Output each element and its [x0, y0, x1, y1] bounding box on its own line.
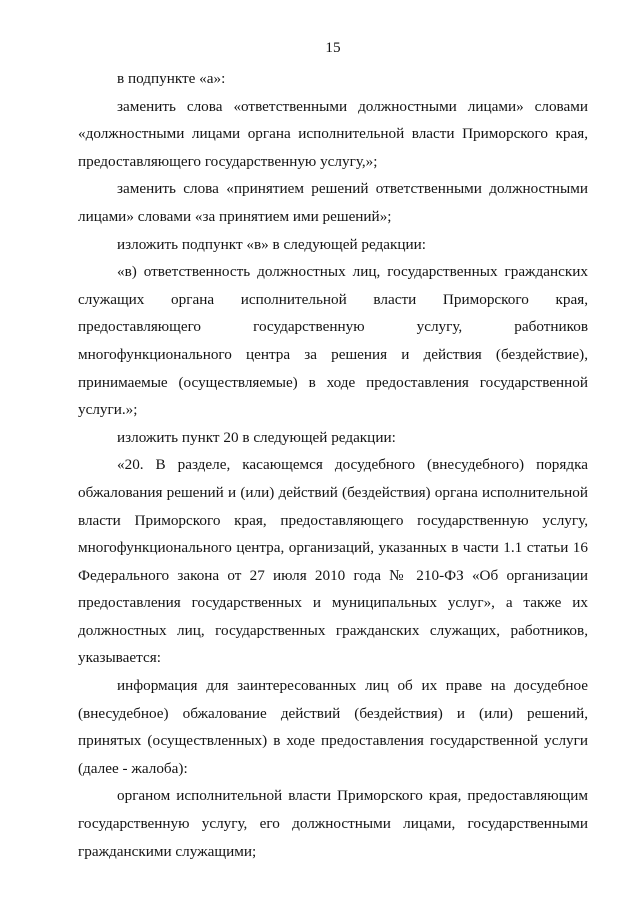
paragraph-subitem-v-text: «в) ответственность должностных лиц, государственных гражданских служащих органа исполнительной власти Приморского края, предоставляющего государственную услугу, работников многофункционального центра за решения и действия (бездействие), принимаемые (осуществляемые) в ходе предоставления государственной услуги.»;: [78, 263, 588, 419]
paragraph-restate-subitem-v: изложить подпункт «в» в следующей редакции:: [117, 235, 426, 253]
paragraph-restate-item-20: изложить пункт 20 в следующей редакции:: [117, 428, 396, 446]
paragraph-executive-authority: органом исполнительной власти Приморского края, предоставляющим государственную услугу, его должностными лицами, государственными гражданскими служащими;: [78, 787, 588, 860]
page-number: 15: [325, 39, 341, 56]
paragraph-item-20-text: «20. В разделе, касающемся досудебного (внесудебного) порядка обжалования решений и (или) действий (бездействия) органа исполнительной власти Приморского края, предоставляющего государственную услугу, многофункционального центра, организаций, указанных в части 1.1 статьи 16 Федерального закона от 27 июля 2010 года № 210-ФЗ «Об организации предоставления государственных и муниципальных услуг», а также их должностных лиц, государственных гражданских служащих, работников, указывается:: [78, 456, 588, 667]
paragraph-subitem-a: в подпункте «а»:: [117, 70, 226, 87]
paragraph-appeal-information: информация для заинтересованных лиц об их праве на досудебное (внесудебное) обжалование действий (бездействия) и (или) решений, принятых (осуществленных) в ходе предоставления государственной услуги (далее - жалоба):: [78, 677, 588, 777]
paragraph-replace-responsible-officials: заменить слова «ответственными должностными лицами» словами «должностными лицами органа исполнительной власти Приморского края, предоставляющего государственную услугу,»;: [78, 97, 588, 170]
paragraph-replace-decision-making: заменить слова «принятием решений ответственными должностными лицами» словами «за принятием ими решений»;: [78, 180, 588, 225]
